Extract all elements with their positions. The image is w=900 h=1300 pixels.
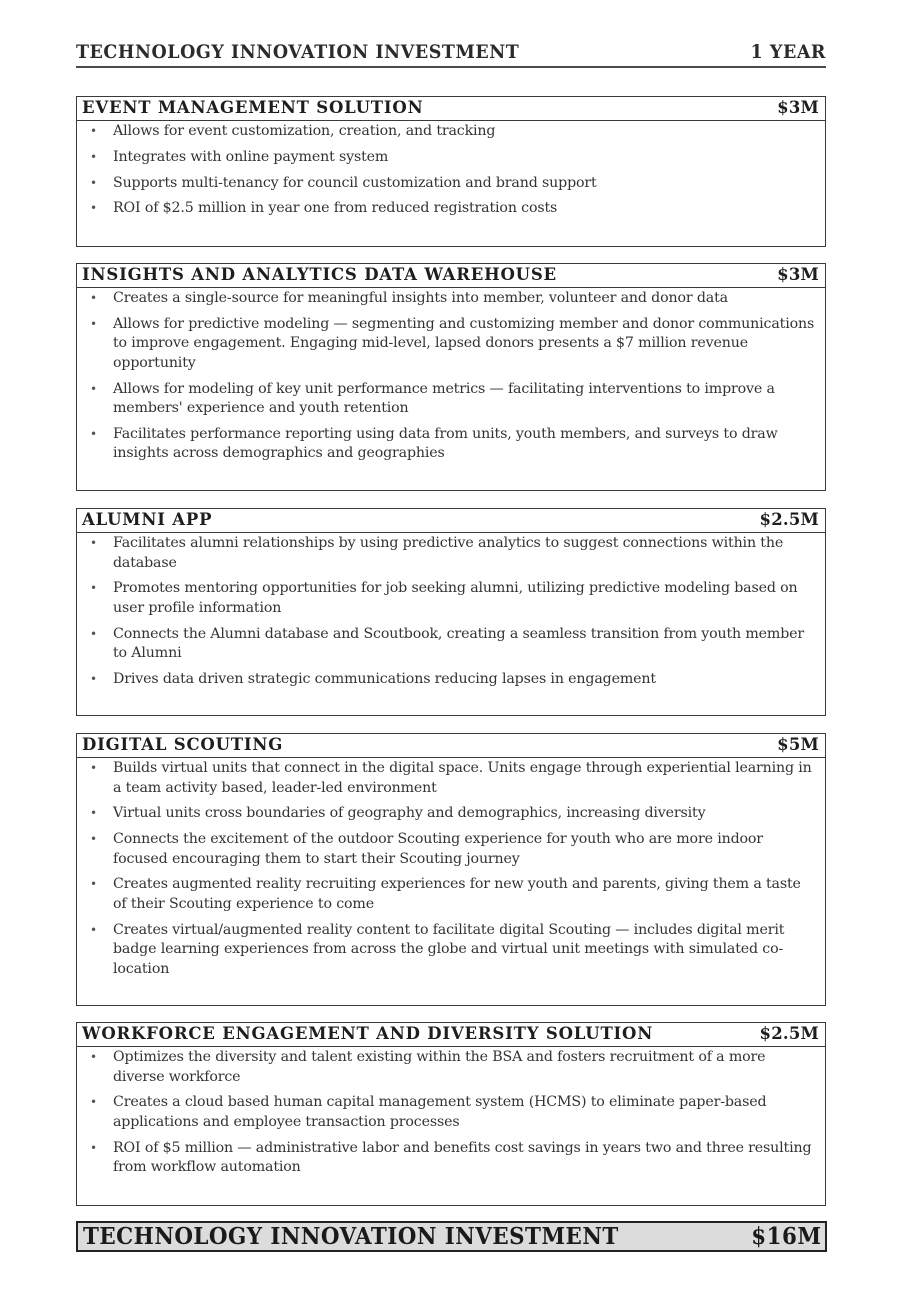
section-header xyxy=(77,97,825,121)
list-item xyxy=(77,830,817,869)
total-value: $16M xyxy=(750,1223,821,1250)
section-digital-scouting xyxy=(76,733,826,1006)
list-item xyxy=(77,122,817,142)
bullet-text: Creates augmented reality recruiting experiences for new youth and parents, giving them a taste of their Scouting experience to come xyxy=(113,876,801,912)
page-header xyxy=(76,36,826,68)
bullet-icon: • xyxy=(90,201,97,216)
section-cost: $5M xyxy=(777,735,819,755)
bullet-list xyxy=(77,533,825,689)
list-item xyxy=(77,289,817,309)
period-label: 1 YEAR xyxy=(750,41,826,63)
bullet-list xyxy=(77,758,825,979)
bullet-text: Allows for event customization, creation, and tracking xyxy=(113,123,496,139)
bullet-text: Connects the Alumni database and Scoutbook, creating a seamless transition from youth member to Alumni xyxy=(113,625,805,662)
list-item xyxy=(77,534,817,573)
bullet-list xyxy=(77,288,825,464)
bullet-text: Facilitates performance reporting using data from units, youth members, and surveys to draw insights across demographics and geographies xyxy=(113,425,778,462)
bullet-icon: • xyxy=(90,291,97,305)
bullet-list xyxy=(77,121,825,219)
bullet-text: Allows for modeling of key unit performance metrics — facilitating interventions to improve a members' experience and youth retention xyxy=(113,380,775,417)
bullet-text: Promotes mentoring opportunities for job seeking alumni, utilizing predictive modeling based on user profile information xyxy=(113,580,798,616)
bullet-icon: • xyxy=(90,149,97,164)
section-cost: $3M xyxy=(777,265,819,285)
section-workforce-engagement xyxy=(76,1022,826,1206)
bullet-icon: • xyxy=(90,381,97,396)
bullet-icon: • xyxy=(90,536,97,550)
section-title: WORKFORCE ENGAGEMENT AND DIVERSITY SOLUTION xyxy=(82,1024,654,1044)
bullet-icon: • xyxy=(90,671,97,686)
section-cost: $2.5M xyxy=(759,1024,819,1044)
list-item xyxy=(77,759,817,798)
bullet-text: Facilitates alumni relationships by using predictive analytics to suggest connections within the database xyxy=(113,535,784,571)
bullet-icon: • xyxy=(90,806,97,821)
bullet-icon: • xyxy=(90,1140,97,1155)
list-item xyxy=(77,174,817,194)
bullet-text: Creates a single-source for meaningful insights into member, volunteer and donor data xyxy=(113,290,728,306)
page-title: TECHNOLOGY INNOVATION INVESTMENT xyxy=(76,41,520,63)
section-title: EVENT MANAGEMENT SOLUTION xyxy=(82,98,424,118)
section-cost: $3M xyxy=(777,98,819,118)
bullet-text: Optimizes the diversity and talent existing within the BSA and fosters recruitment of a more diverse workforce xyxy=(113,1049,766,1085)
section-header xyxy=(77,1023,825,1047)
bullet-icon: • xyxy=(90,877,97,892)
bullet-icon: • xyxy=(90,1050,97,1064)
bullet-text: Creates virtual/augmented reality content to facilitate digital Scouting — includes digital merit badge learning experiences from across the globe and virtual unit meetings with simulated co-location xyxy=(113,921,785,977)
total-investment-bar xyxy=(76,1221,827,1252)
list-item xyxy=(77,148,817,168)
section-title: ALUMNI APP xyxy=(82,510,213,530)
total-label: TECHNOLOGY INNOVATION INVESTMENT xyxy=(83,1223,619,1250)
bullet-text: Virtual units cross boundaries of geography and demographics, increasing diversity xyxy=(113,805,706,822)
bullet-text: ROI of $5 million — administrative labor and benefits cost savings in years two and three resulting from workflow automation xyxy=(113,1139,812,1176)
list-item xyxy=(77,199,817,219)
bullet-icon: • xyxy=(90,1095,97,1110)
section-alumni-app xyxy=(76,508,826,716)
list-item xyxy=(77,804,817,824)
section-header xyxy=(77,264,825,288)
bullet-icon: • xyxy=(90,124,97,138)
section-header xyxy=(77,509,825,533)
bullet-icon: • xyxy=(90,426,97,441)
list-item xyxy=(77,921,817,980)
bullet-icon: • xyxy=(90,581,97,596)
list-item xyxy=(77,1093,817,1132)
section-title: INSIGHTS AND ANALYTICS DATA WAREHOUSE xyxy=(82,265,557,285)
bullet-icon: • xyxy=(90,832,97,847)
bullet-text: Integrates with online payment system xyxy=(113,148,389,165)
section-insights-analytics xyxy=(76,263,826,491)
section-event-management xyxy=(76,96,826,247)
list-item xyxy=(77,579,817,618)
bullet-text: Drives data driven strategic communications reducing lapses in engagement xyxy=(113,670,656,687)
bullet-icon: • xyxy=(90,922,97,937)
section-header xyxy=(77,734,825,758)
bullet-icon: • xyxy=(90,761,97,775)
section-cost: $2.5M xyxy=(759,510,819,530)
bullet-text: Connects the excitement of the outdoor Scouting experience for youth who are more indoor focused encouraging them to start their Scouting journey xyxy=(113,831,763,867)
list-item xyxy=(77,1048,817,1087)
list-item xyxy=(77,425,817,464)
bullet-text: ROI of $2.5 million in year one from reduced registration costs xyxy=(113,200,558,217)
bullet-text: Supports multi-tenancy for council customization and brand support xyxy=(113,174,597,191)
list-item xyxy=(77,380,817,419)
list-item xyxy=(77,670,817,690)
list-item xyxy=(77,875,817,914)
bullet-icon: • xyxy=(90,626,97,641)
bullet-list xyxy=(77,1047,825,1178)
list-item xyxy=(77,1139,817,1178)
list-item xyxy=(77,625,817,664)
bullet-text: Allows for predictive modeling — segmenting and customizing member and donor communications to improve engagement. Engaging mid-level, lapsed donors presents a $7 million revenue opportunity xyxy=(113,315,815,371)
list-item xyxy=(77,315,817,374)
bullet-text: Creates a cloud based human capital management system (HCMS) to eliminate paper-based applications and employee transaction processes xyxy=(113,1094,767,1130)
bullet-icon: • xyxy=(90,316,97,331)
bullet-text: Builds virtual units that connect in the digital space. Units engage through experiential learning in a team activity based, leader-led environment xyxy=(113,760,812,796)
bullet-icon: • xyxy=(90,175,97,190)
section-title: DIGITAL SCOUTING xyxy=(82,735,284,755)
